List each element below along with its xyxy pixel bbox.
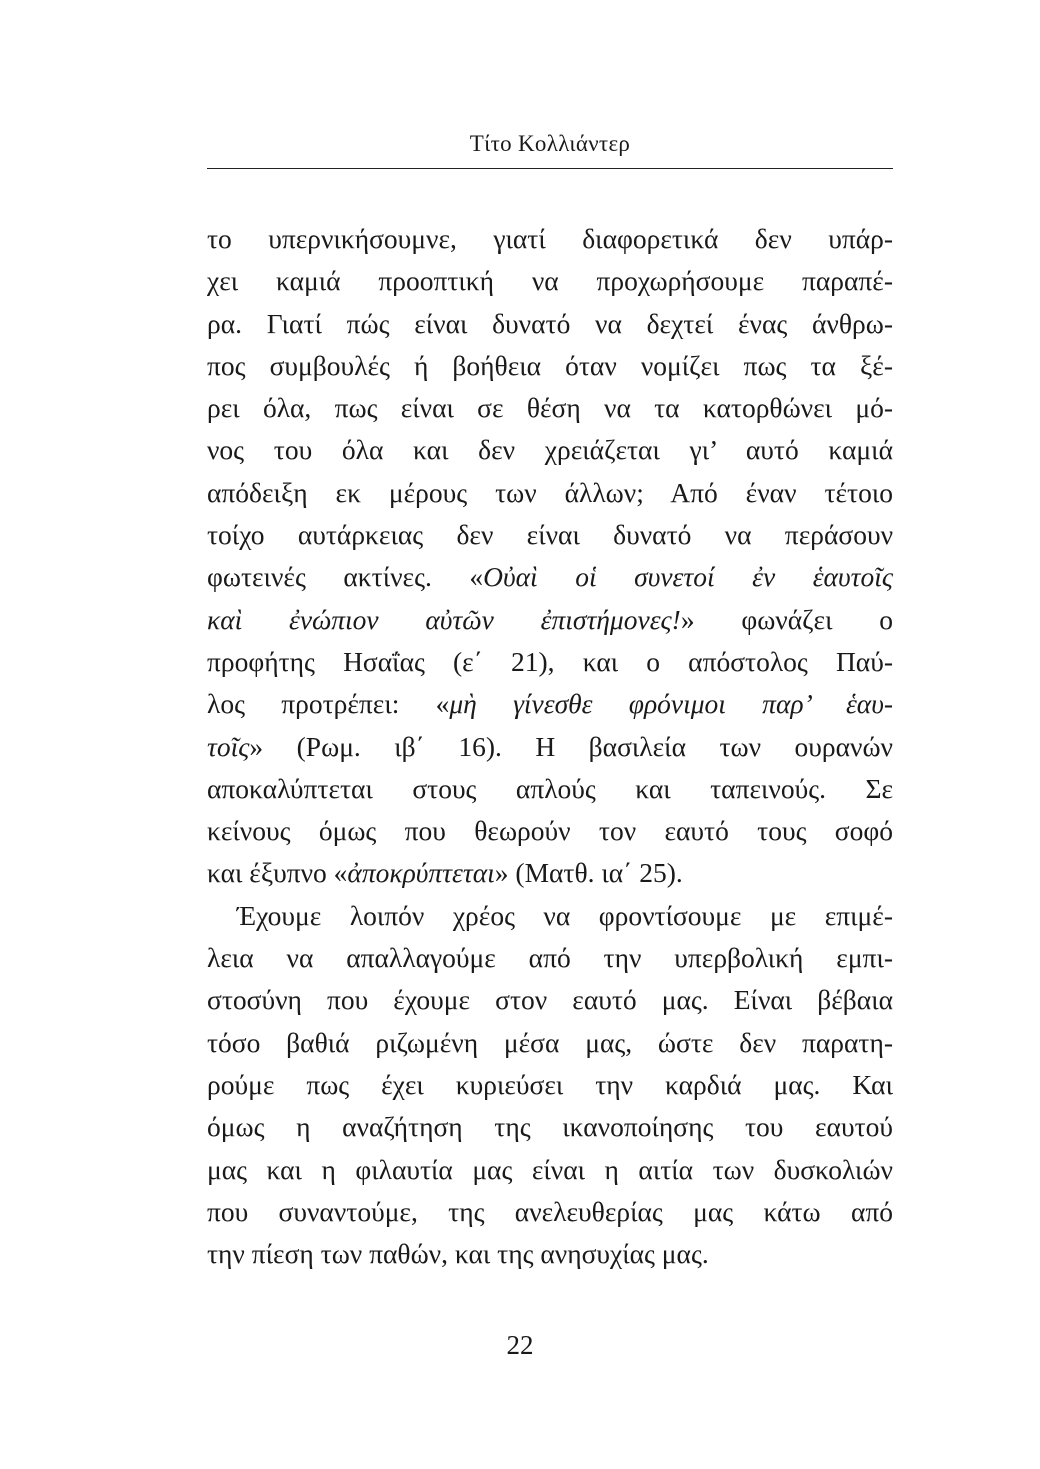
text-line xyxy=(207,556,893,598)
text-line xyxy=(207,1191,893,1233)
text-segment: αποκαλύπτεται στους απλούς και ταπεινούς. Σε xyxy=(207,772,893,804)
text-line xyxy=(207,726,893,768)
italic-quote-segment: Οὐαὶ οἱ συνετοί ἐν ἑαυτοῖς xyxy=(483,561,893,593)
text-line xyxy=(207,852,893,894)
text-segment: τοίχο αυτάρκειας δεν είναι δυνατό να περάσουν xyxy=(207,519,893,551)
text-segment: λος προτρέπει: « xyxy=(207,688,450,720)
text-segment: πος συμβουλές ή βοήθεια όταν νομίζει πως τα ξέ- xyxy=(207,349,893,381)
italic-quote-segment: καὶ ἐνώπιον αὐτῶν ἐπιστήμονες! xyxy=(207,603,681,635)
text-line xyxy=(207,345,893,387)
text-segment: όμως η αναζήτηση της ικανοποίησης του εαυτού xyxy=(207,1111,893,1143)
text-line xyxy=(207,937,893,979)
text-line xyxy=(207,895,893,937)
text-segment: λεια να απαλλαγούμε από την υπερβολική εμπι- xyxy=(207,942,893,974)
text-segment: Έχουμε λοιπόν χρέος να φροντίσουμε με επιμέ- xyxy=(237,899,893,931)
italic-quote-segment: ἀποκρύπτεται xyxy=(347,857,495,889)
text-segment: απόδειξη εκ μέρους των άλλων; Από έναν τέτοιο xyxy=(207,476,893,508)
text-line xyxy=(207,979,893,1021)
text-segment: το υπερνικήσουμνε, γιατί διαφορετικά δεν υπάρ- xyxy=(207,223,893,254)
text-line xyxy=(207,641,893,683)
text-line xyxy=(207,1149,893,1191)
text-line xyxy=(207,768,893,810)
text-line xyxy=(207,218,893,260)
text-line xyxy=(207,1106,893,1148)
text-line xyxy=(207,1064,893,1106)
running-head-title: Τίτο Κολλιάντερ xyxy=(469,131,631,156)
text-line xyxy=(207,260,893,302)
text-segment: ρα. Γιατί πώς είναι δυνατό να δεχτεί ένας άνθρω- xyxy=(207,307,893,339)
text-segment: προφήτης Ησαΐας (ε΄ 21), και ο απόστολος Παύ- xyxy=(207,645,893,677)
text-segment: » (Ματθ. ια΄ 25). xyxy=(494,857,683,889)
text-line xyxy=(207,1022,893,1064)
text-line xyxy=(207,683,893,725)
text-line xyxy=(207,514,893,556)
page-number: 22 xyxy=(506,1330,534,1360)
text-segment: ρούμε πως έχει κυριεύσει την καρδιά μας. Και xyxy=(207,1068,893,1100)
header-rule xyxy=(207,168,893,169)
text-segment: » φωνάζει ο xyxy=(680,603,893,635)
text-line xyxy=(207,599,893,641)
text-line xyxy=(207,303,893,345)
text-segment: κείνους όμως που θεωρούν τον εαυτό τους σοφό xyxy=(207,815,893,847)
text-segment: την πίεση των παθών, και της ανησυχίας μας. xyxy=(207,1238,709,1270)
text-line xyxy=(207,387,893,429)
italic-quote-segment: τοῖς xyxy=(207,730,250,762)
text-segment: φωτεινές ακτίνες. « xyxy=(207,561,484,593)
text-segment: τόσο βαθιά ριζωμένη μέσα μας, ώστε δεν παρατη- xyxy=(207,1026,893,1058)
text-line xyxy=(207,472,893,514)
text-line xyxy=(207,810,893,852)
italic-quote-segment: μὴ γίνεσθε φρόνιμοι παρ’ ἑαυ- xyxy=(449,688,894,720)
text-segment: νος του όλα και δεν χρειάζεται γι’ αυτό καμιά xyxy=(207,434,893,466)
text-segment: μας και η φιλαυτία μας είναι η αιτία των δυσκολιών xyxy=(207,1153,893,1185)
text-segment: που συναντούμε, της ανελευθερίας μας κάτω από xyxy=(207,1195,893,1227)
text-segment: στοσύνη που έχουμε στον εαυτό μας. Είναι βέβαια xyxy=(207,984,893,1016)
text-segment: χει καμιά προοπτική να προχωρήσουμε παραπέ- xyxy=(207,265,893,297)
text-segment: ρει όλα, πως είναι σε θέση να τα κατορθώνει μό- xyxy=(207,392,893,424)
text-line xyxy=(207,1233,893,1275)
body-text xyxy=(207,218,893,1275)
text-line xyxy=(207,429,893,471)
text-segment: και έξυπνο « xyxy=(207,857,348,889)
text-segment: » (Ρωμ. ιβ΄ 16). Η βασιλεία των ουρανών xyxy=(249,730,893,762)
